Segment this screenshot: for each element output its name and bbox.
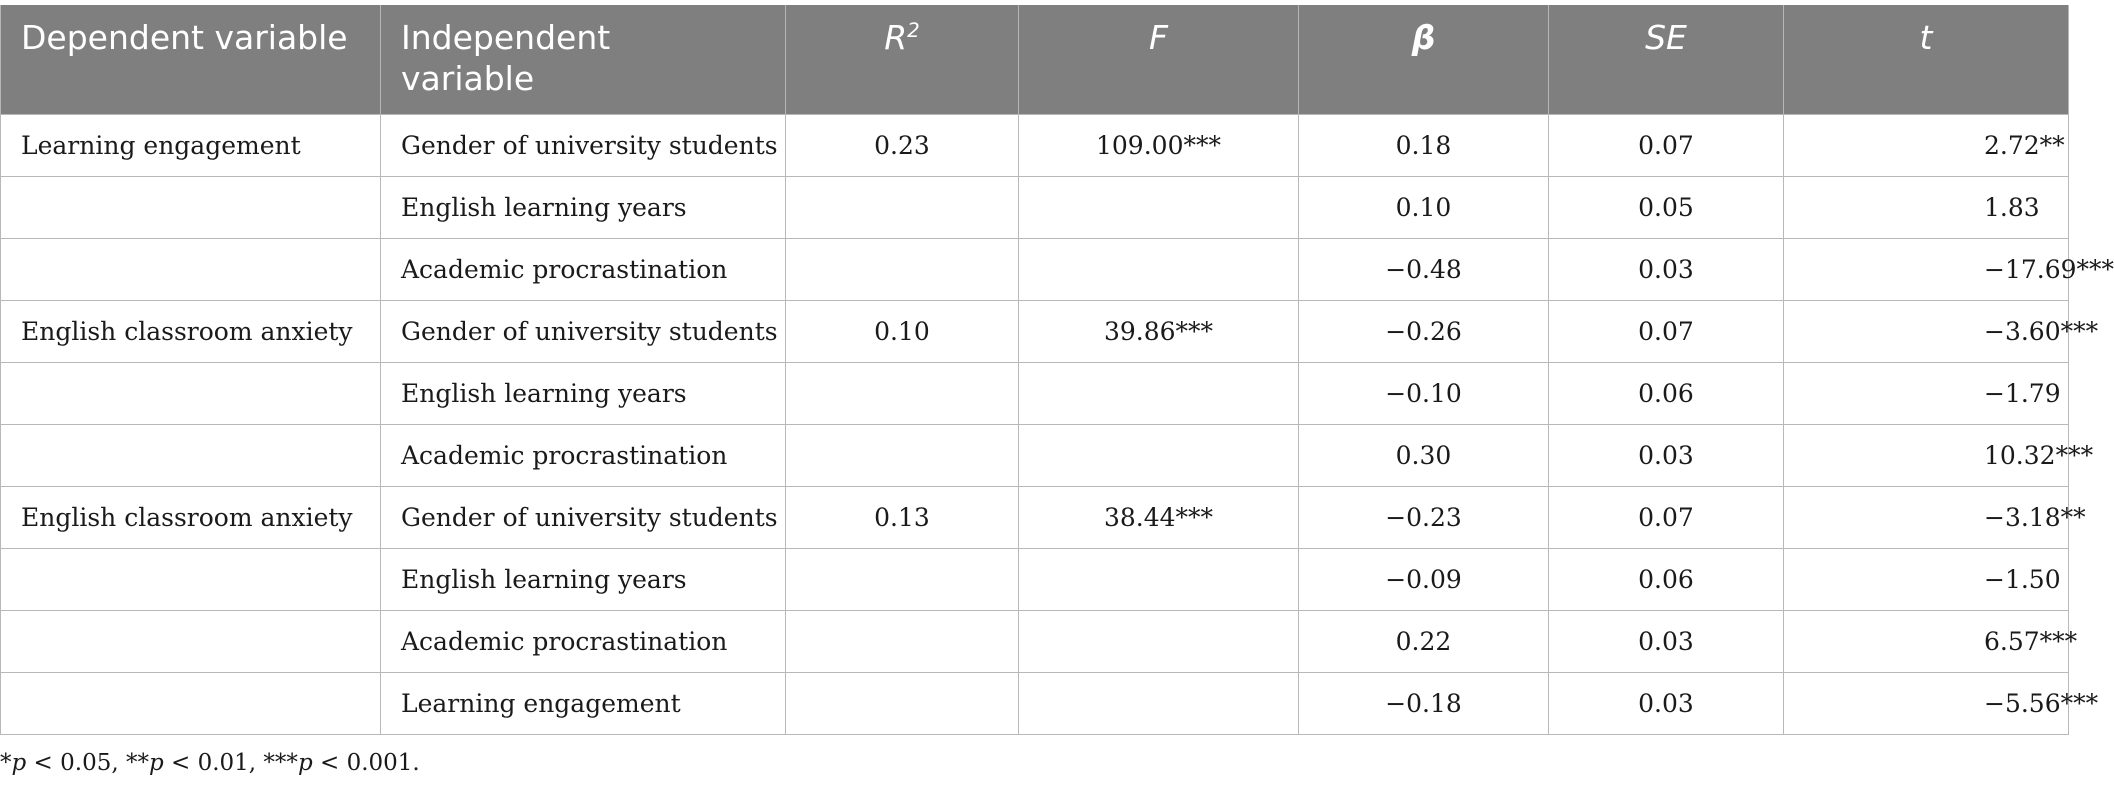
cell-r-squared: [786, 238, 1019, 300]
cell-f: [1019, 424, 1299, 486]
table-row: [1, 672, 2069, 734]
cell-se: 0.03: [1549, 424, 1784, 486]
cell-t: −1.79: [1784, 362, 2069, 424]
table-row: [1, 610, 2069, 672]
cell-beta: 0.30: [1299, 424, 1549, 486]
cell-dependent-variable: [1, 424, 381, 486]
cell-dependent-variable: [1, 176, 381, 238]
cell-beta: 0.10: [1299, 176, 1549, 238]
cell-se: 0.07: [1549, 486, 1784, 548]
cell-beta: −0.09: [1299, 548, 1549, 610]
cell-independent-variable: Gender of university students: [381, 114, 786, 176]
cell-dependent-variable: English classroom anxiety: [1, 300, 381, 362]
table-row: [1, 362, 2069, 424]
cell-r-squared: [786, 610, 1019, 672]
table-row: [1, 486, 2069, 548]
cell-independent-variable: English learning years: [381, 362, 786, 424]
header-se: SE: [1549, 5, 1784, 114]
cell-t: −5.56***: [1784, 672, 2069, 734]
header-f: F: [1019, 5, 1299, 114]
cell-independent-variable: Academic procrastination: [381, 238, 786, 300]
cell-dependent-variable: [1, 362, 381, 424]
significance-footnote: *p < 0.05, **p < 0.01, ***p < 0.001.: [0, 750, 420, 776]
table-row: [1, 176, 2069, 238]
cell-r-squared: [786, 176, 1019, 238]
cell-t: −3.18**: [1784, 486, 2069, 548]
cell-f: [1019, 610, 1299, 672]
cell-se: 0.05: [1549, 176, 1784, 238]
cell-independent-variable: English learning years: [381, 548, 786, 610]
cell-independent-variable: Gender of university students: [381, 300, 786, 362]
cell-independent-variable: Academic procrastination: [381, 424, 786, 486]
cell-dependent-variable: English classroom anxiety: [1, 486, 381, 548]
cell-independent-variable: English learning years: [381, 176, 786, 238]
cell-dependent-variable: [1, 238, 381, 300]
header-dependent-variable: Dependent variable: [1, 5, 381, 114]
cell-beta: −0.23: [1299, 486, 1549, 548]
cell-beta: −0.26: [1299, 300, 1549, 362]
cell-t: 1.83: [1784, 176, 2069, 238]
cell-dependent-variable: [1, 672, 381, 734]
table-row: [1, 300, 2069, 362]
cell-t: −17.69***: [1784, 238, 2069, 300]
cell-f: 39.86***: [1019, 300, 1299, 362]
cell-t: 10.32***: [1784, 424, 2069, 486]
cell-se: 0.03: [1549, 610, 1784, 672]
header-independent-variable: Independent variable: [381, 5, 786, 114]
table-row: [1, 238, 2069, 300]
cell-t: 6.57***: [1784, 610, 2069, 672]
cell-r-squared: 0.10: [786, 300, 1019, 362]
cell-independent-variable: Gender of university students: [381, 486, 786, 548]
table-body: [1, 114, 2114, 734]
cell-beta: 0.22: [1299, 610, 1549, 672]
table-row: [1, 424, 2069, 486]
cell-dependent-variable: [1, 610, 381, 672]
cell-beta: −0.48: [1299, 238, 1549, 300]
header-t: t: [1784, 5, 2069, 114]
cell-f: [1019, 548, 1299, 610]
table-row: [1, 114, 2069, 176]
cell-dependent-variable: Learning engagement: [1, 114, 381, 176]
cell-beta: 0.18: [1299, 114, 1549, 176]
cell-se: 0.06: [1549, 362, 1784, 424]
cell-dependent-variable: [1, 548, 381, 610]
cell-se: 0.07: [1549, 300, 1784, 362]
header-beta: β: [1299, 5, 1549, 114]
cell-f: [1019, 672, 1299, 734]
cell-r-squared: [786, 424, 1019, 486]
cell-independent-variable: Learning engagement: [381, 672, 786, 734]
table-row: [1, 548, 2069, 610]
table-header: [1, 5, 2069, 114]
cell-beta: −0.18: [1299, 672, 1549, 734]
cell-f: 109.00***: [1019, 114, 1299, 176]
cell-f: [1019, 176, 1299, 238]
cell-beta: −0.10: [1299, 362, 1549, 424]
cell-r-squared: 0.13: [786, 486, 1019, 548]
cell-t: 2.72**: [1784, 114, 2069, 176]
cell-t: −1.50: [1784, 548, 2069, 610]
cell-f: 38.44***: [1019, 486, 1299, 548]
cell-r-squared: [786, 362, 1019, 424]
cell-t: −3.60***: [1784, 300, 2069, 362]
header-row: [1, 5, 2069, 114]
cell-independent-variable: Academic procrastination: [381, 610, 786, 672]
cell-se: 0.06: [1549, 548, 1784, 610]
cell-r-squared: [786, 672, 1019, 734]
cell-r-squared: 0.23: [786, 114, 1019, 176]
cell-f: [1019, 362, 1299, 424]
cell-se: 0.03: [1549, 672, 1784, 734]
cell-se: 0.03: [1549, 238, 1784, 300]
regression-table: [0, 5, 2114, 735]
header-r-squared: $R^2$: [786, 5, 1019, 114]
cell-r-squared: [786, 548, 1019, 610]
cell-f: [1019, 238, 1299, 300]
cell-se: 0.07: [1549, 114, 1784, 176]
